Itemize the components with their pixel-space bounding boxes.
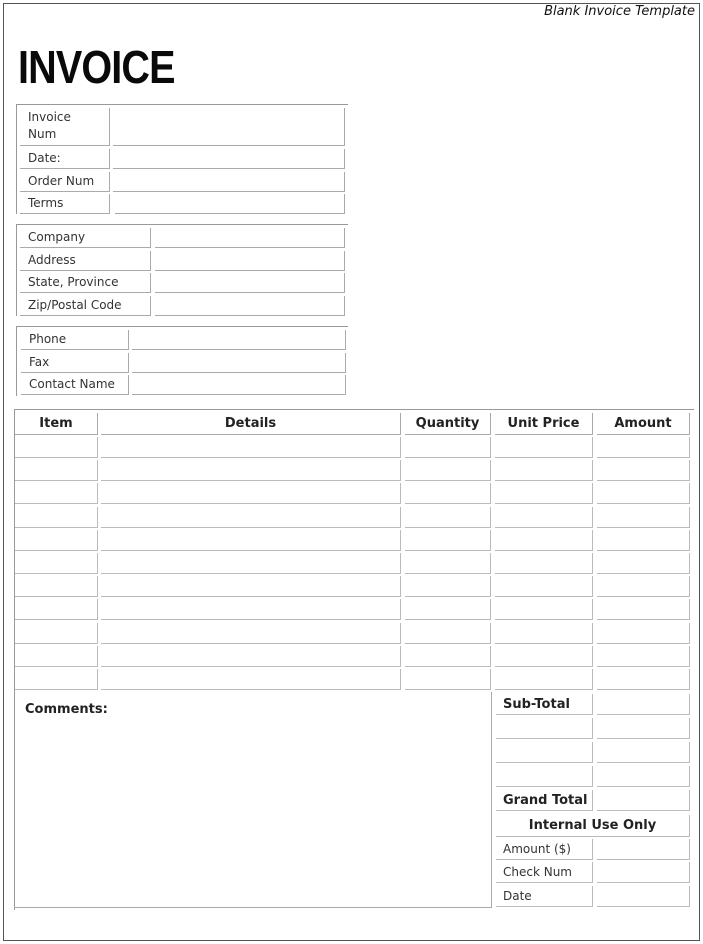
details-cell[interactable] xyxy=(101,483,401,504)
item-cell[interactable] xyxy=(15,437,98,458)
amount-cell[interactable] xyxy=(597,669,690,690)
state-province-label: State, Province xyxy=(20,273,151,293)
invoice-num-label: Invoice Num xyxy=(20,108,110,146)
internal-use-only-label: Internal Use Only xyxy=(496,815,690,837)
item-cell[interactable] xyxy=(15,530,98,551)
unit-price-cell[interactable] xyxy=(495,530,593,551)
date-internal-label: Date xyxy=(496,886,593,907)
template-title: Blank Invoice Template xyxy=(544,4,695,19)
item-cell[interactable] xyxy=(15,483,98,504)
unit-price-cell[interactable] xyxy=(495,599,593,620)
zip-postal-code-label: Zip/Postal Code xyxy=(20,296,151,316)
blank-total-label xyxy=(496,718,593,739)
details-cell[interactable] xyxy=(101,576,401,597)
subtotal-label: Sub-Total xyxy=(496,694,593,715)
details-cell[interactable] xyxy=(101,623,401,644)
header-item: Item xyxy=(15,413,98,435)
phone-field[interactable] xyxy=(132,330,346,350)
header-unit-price: Unit Price xyxy=(495,413,593,435)
item-cell[interactable] xyxy=(15,646,98,667)
amount-cell[interactable] xyxy=(597,599,690,620)
invoice-title: INVOICE xyxy=(18,41,175,93)
check-num-field[interactable] xyxy=(597,862,690,883)
unit-price-cell[interactable] xyxy=(495,483,593,504)
details-cell[interactable] xyxy=(101,553,401,574)
terms-label: Terms xyxy=(20,194,110,214)
amount-field[interactable] xyxy=(597,839,690,860)
unit-price-cell[interactable] xyxy=(495,623,593,644)
details-cell[interactable] xyxy=(101,507,401,528)
unit-price-cell[interactable] xyxy=(495,576,593,597)
amount-cell[interactable] xyxy=(597,646,690,667)
amount-cell[interactable] xyxy=(597,576,690,597)
blank-total-label xyxy=(496,742,593,763)
check-num-label: Check Num xyxy=(496,862,593,883)
details-cell[interactable] xyxy=(101,437,401,458)
quantity-cell[interactable] xyxy=(405,576,491,597)
quantity-cell[interactable] xyxy=(405,460,491,481)
item-cell[interactable] xyxy=(15,669,98,690)
unit-price-cell[interactable] xyxy=(495,460,593,481)
subtotal-field[interactable] xyxy=(597,694,690,715)
divider xyxy=(16,104,17,214)
quantity-cell[interactable] xyxy=(405,599,491,620)
phone-label: Phone xyxy=(21,330,129,350)
divider xyxy=(16,104,348,105)
details-cell[interactable] xyxy=(101,599,401,620)
zip-postal-code-field[interactable] xyxy=(155,296,345,316)
quantity-cell[interactable] xyxy=(405,646,491,667)
date-field[interactable] xyxy=(113,149,345,169)
divider xyxy=(16,224,348,225)
unit-price-cell[interactable] xyxy=(495,669,593,690)
blank-total-label xyxy=(496,766,593,787)
terms-field[interactable] xyxy=(115,194,345,214)
unit-price-cell[interactable] xyxy=(495,437,593,458)
divider xyxy=(16,326,348,327)
date-internal-field[interactable] xyxy=(597,886,690,907)
header-details: Details xyxy=(101,413,401,435)
invoice-num-field[interactable] xyxy=(113,108,345,146)
amount-cell[interactable] xyxy=(597,460,690,481)
unit-price-cell[interactable] xyxy=(495,507,593,528)
address-field[interactable] xyxy=(155,251,345,271)
divider xyxy=(16,326,17,396)
divider xyxy=(491,692,492,908)
details-cell[interactable] xyxy=(101,460,401,481)
details-cell[interactable] xyxy=(101,530,401,551)
grand-total-label: Grand Total xyxy=(496,790,593,811)
address-label: Address xyxy=(20,251,151,271)
amount-cell[interactable] xyxy=(597,507,690,528)
quantity-cell[interactable] xyxy=(405,623,491,644)
quantity-cell[interactable] xyxy=(405,530,491,551)
details-cell[interactable] xyxy=(101,646,401,667)
amount-cell[interactable] xyxy=(597,530,690,551)
contact-name-label: Contact Name xyxy=(21,375,129,395)
quantity-cell[interactable] xyxy=(405,553,491,574)
item-cell[interactable] xyxy=(15,576,98,597)
unit-price-cell[interactable] xyxy=(495,553,593,574)
state-province-field[interactable] xyxy=(155,273,345,293)
header-amount: Amount xyxy=(597,413,690,435)
date-label: Date: xyxy=(20,149,110,169)
comments-label: Comments: xyxy=(25,702,108,717)
order-num-label: Order Num xyxy=(20,172,110,192)
header-quantity: Quantity xyxy=(405,413,491,435)
blank-total-field[interactable] xyxy=(597,718,690,739)
amount-cell[interactable] xyxy=(597,553,690,574)
amount-cell[interactable] xyxy=(597,437,690,458)
fax-field[interactable] xyxy=(132,353,346,373)
unit-price-cell[interactable] xyxy=(495,646,593,667)
amount-cell[interactable] xyxy=(597,623,690,644)
fax-label: Fax xyxy=(21,353,129,373)
item-cell[interactable] xyxy=(15,623,98,644)
blank-total-field[interactable] xyxy=(597,742,690,763)
company-field[interactable] xyxy=(155,228,345,248)
quantity-cell[interactable] xyxy=(405,437,491,458)
divider xyxy=(14,907,492,908)
quantity-cell[interactable] xyxy=(405,483,491,504)
contact-name-field[interactable] xyxy=(132,375,346,395)
quantity-cell[interactable] xyxy=(405,507,491,528)
item-cell[interactable] xyxy=(15,553,98,574)
item-cell[interactable] xyxy=(15,599,98,620)
order-num-field[interactable] xyxy=(113,172,345,192)
divider xyxy=(16,224,17,316)
company-label: Company xyxy=(20,228,151,248)
item-cell[interactable] xyxy=(15,507,98,528)
blank-total-field[interactable] xyxy=(597,766,690,787)
amount-cell[interactable] xyxy=(597,483,690,504)
item-cell[interactable] xyxy=(15,460,98,481)
quantity-cell[interactable] xyxy=(405,669,491,690)
grand-total-field[interactable] xyxy=(597,790,690,811)
amount-label: Amount ($) xyxy=(496,839,593,860)
details-cell[interactable] xyxy=(101,669,401,690)
